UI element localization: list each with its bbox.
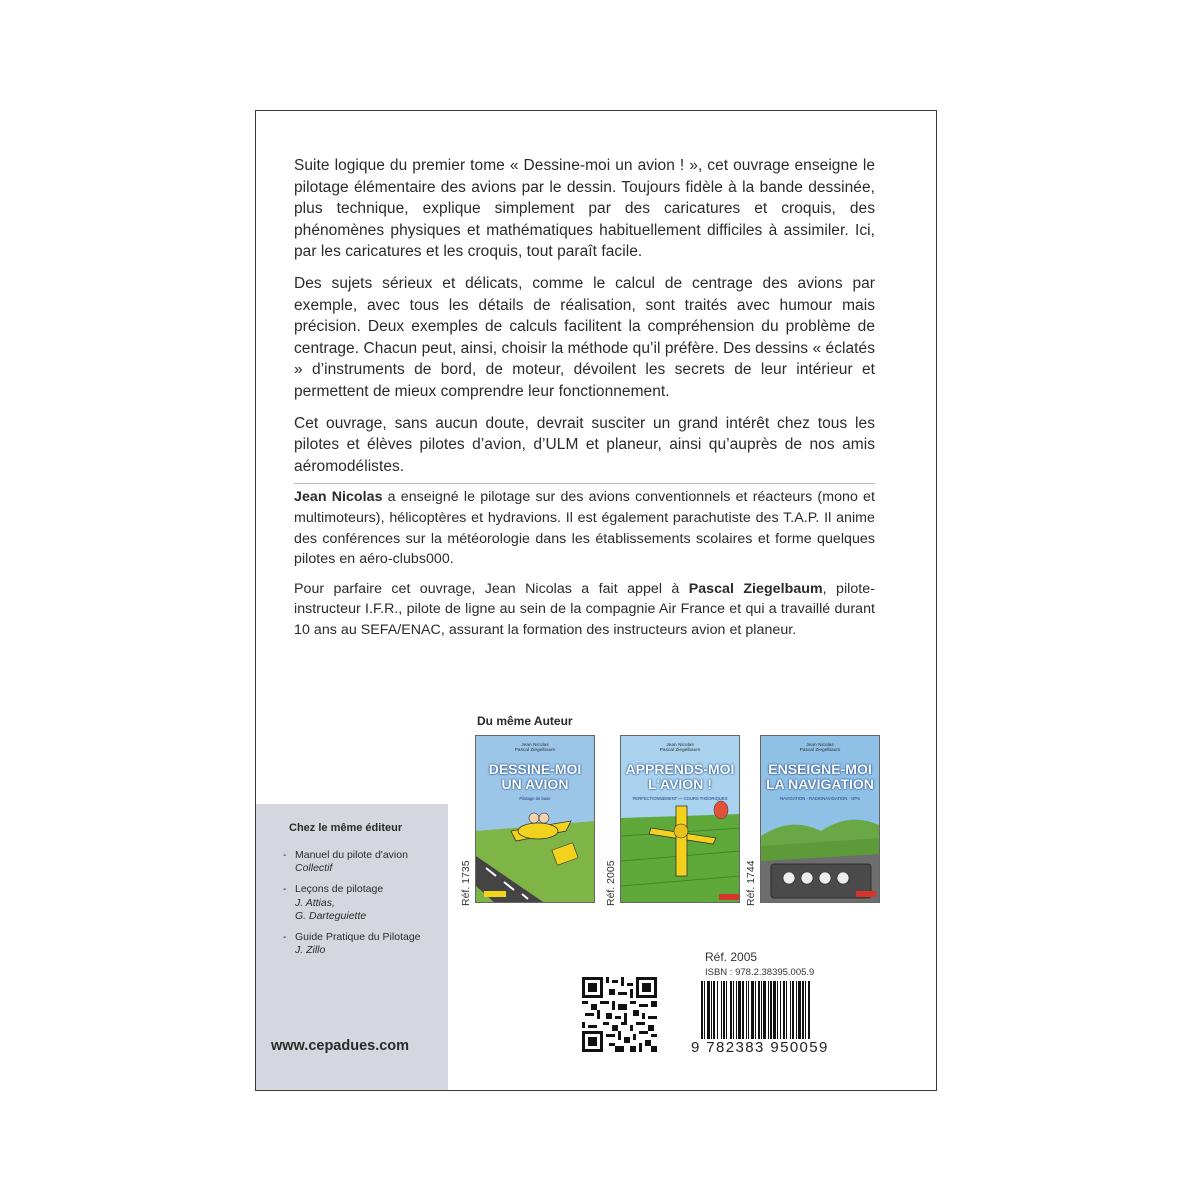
barcode-bar	[790, 981, 791, 1039]
barcode-bar	[798, 981, 801, 1039]
barcode-bar	[773, 981, 776, 1039]
blurb-paragraph-2: Des sujets sérieux et délicats, comme le calcul de centrage des avions par exemple, avec tous les détails de réalisation, sont traités avec humour mais précision. Deux exemples de calculs facilitent la compréhension du problème de centrage. Chacun peut, ainsi, choisir la méthode qu’il préfère. Des dessins « éclatés » d’instruments de bord, de moteur, dévoilent les secrets de leur intérieur et permettent de mieux comprendre leur fonctionnement.	[294, 274, 875, 400]
barcode-bar	[755, 981, 756, 1039]
barcode-bar	[758, 981, 760, 1039]
coauthor-text: , pilote-instructeur I.F.R., pilote de ligne au sein de la compagnie Air France et qui a travaillé durant 10 ans au SEFA/ENAC, assurant la formation des instructeurs avion et planeur.	[294, 580, 876, 638]
list-item: - Leçons de pilotage J. Attias, G. Darteguiette	[283, 883, 384, 922]
book-authors: Jean Nicolas Pascal Ziegelbaum	[514, 743, 556, 754]
coauthor-intro: Pour parfaire cet ouvrage, Jean Nicolas a fait appel à	[294, 580, 689, 597]
barcode-bar	[721, 981, 722, 1039]
isbn: ISBN : 978.2.38395.005.9	[705, 967, 815, 978]
book-subtitle: Pilotage de base	[519, 796, 551, 801]
barcode-bar	[746, 981, 747, 1039]
barcode-bar	[792, 981, 794, 1039]
book-cover-apprends-moi	[620, 735, 740, 903]
barcode-bar	[733, 981, 734, 1039]
barcode-bar	[713, 981, 715, 1039]
book-author: J. Zillo	[295, 944, 326, 957]
book-ref: Réf. 1744	[745, 860, 757, 906]
book-cover-enseigne-moi	[760, 735, 880, 903]
book-title: Leçons de pilotage	[295, 883, 384, 896]
same-author-heading: Du même Auteur	[477, 714, 573, 728]
barcode-bar	[717, 981, 718, 1039]
book-title: DESSINE-MOI UN AVION	[488, 761, 582, 792]
barcode-bar	[761, 981, 762, 1039]
barcode-bar	[707, 981, 710, 1039]
barcode-bar	[730, 981, 732, 1039]
book-title: APPRENDS-MOI L'AVION !	[625, 761, 735, 792]
barcode-bar	[751, 981, 754, 1039]
coauthor-paragraph	[294, 579, 875, 641]
list-item: - Manuel du pilote d'avion Collectif	[283, 849, 408, 875]
barcode-bar	[777, 981, 778, 1039]
book-ref: Réf. 2005	[605, 860, 617, 906]
barcode-ref: Réf. 2005	[705, 950, 758, 964]
sidebar-title: Chez le même éditeur	[289, 822, 403, 834]
book-title: Manuel du pilote d'avion	[295, 849, 408, 861]
book-subtitle: NAVIGATION · RADIONAVIGATION · GPS	[780, 796, 860, 801]
list-item: - Guide Pratique du Pilotage J. Zillo	[283, 931, 421, 957]
author-bio-text: a enseigné le pilotage sur des avions conventionnels et réacteurs (mono et multimoteurs), hélicoptères et hydravions. Il est également parachutiste des T.A.P. Il anime des conférences sur la météorologie dans les établissements scolaires et forme quelques pilotes en aéro-clubs000.	[294, 489, 875, 568]
barcode-bar	[726, 981, 727, 1039]
barcode-bar	[808, 981, 810, 1039]
book-author: J. Attias, G. Darteguiette	[295, 896, 367, 922]
divider	[294, 483, 875, 484]
blurb-paragraph-3: Cet ouvrage, sans aucun doute, devrait susciter un grand intérêt chez tous les pilotes et élèves pilotes d’avion, d’ULM et planeur, ainsi qu’auprès de nos amis aéromodélistes.	[294, 414, 875, 475]
barcode-bar	[802, 981, 804, 1039]
publisher-website-link[interactable]: www.cepadues.com	[271, 1038, 410, 1054]
book-back-cover	[255, 110, 937, 1091]
barcode-bar	[701, 981, 703, 1039]
barcode-bar	[738, 981, 741, 1039]
book-authors: Jean Nicolas Pascal Ziegelbaum	[659, 743, 701, 754]
author-name: Jean Nicolas	[294, 489, 383, 506]
qr-code	[582, 977, 657, 1052]
book-author: Collectif	[295, 862, 333, 875]
author-bio	[294, 487, 875, 640]
barcode-bar	[780, 981, 781, 1039]
blurb-paragraph-1: Suite logique du premier tome « Dessine-moi un avion ! », cet ouvrage enseigne le pilotage élémentaire des avions par le dessin. Toujours fidèle à la bande dessinée, plus technique, explique simplement par des caricatures et croquis, des phénomènes physiques et mathématiques habituellement difficiles à assimiler. Ici, par les caricatures et les croquis, tout paraît facile.	[294, 157, 875, 261]
barcode-bar	[736, 981, 737, 1039]
barcode-bar	[704, 981, 705, 1039]
barcode-bar	[770, 981, 772, 1039]
book-subtitle: PERFECTIONNEMENT — COURS THÉORIQUES	[632, 796, 728, 801]
barcode-bar	[796, 981, 797, 1039]
coauthor-name: Pascal Ziegelbaum	[688, 580, 823, 597]
book-title: Guide Pratique du Pilotage	[295, 931, 421, 944]
barcode-bar	[763, 981, 766, 1039]
barcode-bar	[805, 981, 806, 1039]
blurb	[294, 155, 875, 649]
barcode-bar	[786, 981, 787, 1039]
barcode-number: 9 782383 950059	[691, 1039, 829, 1056]
barcode-bar	[711, 981, 712, 1039]
book-ref: Réf. 1735	[460, 860, 472, 906]
barcode-bar	[723, 981, 725, 1039]
barcode-bar	[742, 981, 744, 1039]
book-title: ENSEIGNE-MOI LA NAVIGATION	[766, 761, 874, 792]
author-bio-paragraph	[294, 487, 875, 569]
publisher-book-list	[283, 849, 443, 965]
barcode-bars	[699, 981, 859, 1039]
barcode-bar	[768, 981, 769, 1039]
publisher-sidebar	[256, 804, 448, 1091]
book-cover-dessine-moi	[475, 735, 595, 903]
barcode-bar	[783, 981, 785, 1039]
barcode-bar	[748, 981, 749, 1039]
book-authors: Jean Nicolas Pascal Ziegelbaum	[799, 743, 841, 754]
